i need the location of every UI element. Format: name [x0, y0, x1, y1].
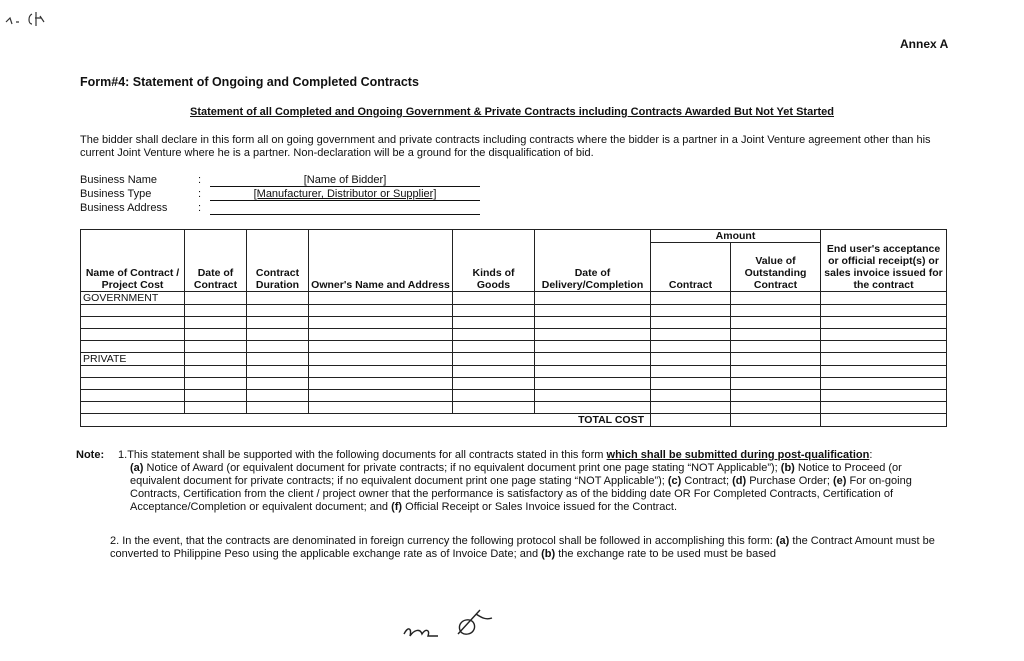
list-label: (b) [541, 548, 556, 560]
list-text: For on-going Contracts, Certification from the client / project owner that the performance is satisfactory as of the bidding date OR For Completed Contracts, Certification of Acceptance/Completion or equivalent document; and [130, 475, 912, 513]
note-text: : [869, 449, 873, 461]
business-type-field[interactable]: [Manufacturer, Distributor or Supplier] [210, 188, 480, 201]
note-item-1-list [118, 462, 950, 514]
note-text: This statement shall be supported with the following documents for all contracts stated in this form [127, 449, 607, 461]
note-emphasis: which shall be submitted during post-qualification [606, 449, 870, 461]
colon: : [198, 174, 202, 186]
list-text: the Contract Amount must be converted to Philippine Peso using the applicable exchange rate as of Invoice Date; and [110, 535, 935, 560]
list-text: Purchase Order; [746, 475, 833, 487]
handwritten-signature [400, 600, 520, 650]
contracts-table [80, 229, 947, 427]
col-header-amount: Amount [651, 230, 821, 243]
intro-paragraph: The bidder shall declare in this form all on going government and private contracts including contracts where the bidder is a partner in a Joint Venture agreement other than his current Joint Venture where he is a partner. Non-declaration will be a ground for the disqualification of bid. [80, 134, 931, 159]
col-header-delivery: Date of Delivery/Completion [535, 230, 651, 292]
col-header-outstanding: Value of Outstanding Contract [731, 243, 821, 292]
note-item-1 [118, 449, 950, 514]
business-info [80, 174, 480, 216]
list-label: (b) [780, 462, 795, 474]
section-private: PRIVATE [81, 353, 185, 366]
table-row-government [81, 292, 947, 305]
list-text: the exchange rate to be used must be based [555, 548, 776, 560]
header-row [81, 230, 947, 243]
col-header-owner: Owner's Name and Address [309, 230, 453, 292]
table-row[interactable] [81, 378, 947, 390]
note-number: 2. [110, 535, 120, 547]
section-government: GOVERNMENT [81, 292, 185, 305]
colon: : [198, 202, 202, 214]
col-header-name: Name of Contract / Project Cost [81, 230, 185, 292]
form-title: Form#4: Statement of Ongoing and Completed Contracts [80, 75, 419, 89]
col-header-duration: Contract Duration [247, 230, 309, 292]
business-name-field[interactable]: [Name of Bidder] [210, 174, 480, 187]
list-text: Notice of Award (or equivalent document for private contracts; if no equivalent document print one page stating “NOT Applicable”); [143, 462, 781, 474]
note-label: Note: [76, 449, 105, 461]
note-text: In the event, that the contracts are denominated in foreign currency the following protocol shall be followed in accomplishing this form: [119, 535, 776, 547]
table-row[interactable] [81, 317, 947, 329]
table-row[interactable] [81, 366, 947, 378]
col-header-contract: Contract [651, 243, 731, 292]
business-address-field[interactable] [210, 202, 480, 215]
table-row[interactable] [81, 329, 947, 341]
business-address-row [80, 202, 480, 216]
note-number: 1. [118, 449, 128, 461]
col-header-enduser: End user's acceptance or official receipt(s) or sales invoice issued for the contract [821, 230, 947, 292]
table-row[interactable] [81, 341, 947, 353]
list-label: (a) [775, 535, 790, 547]
handwritten-mark [2, 8, 72, 30]
business-name-row [80, 174, 480, 188]
table-row[interactable] [81, 402, 947, 414]
business-type-row [80, 188, 480, 202]
col-header-kinds: Kinds of Goods [453, 230, 535, 292]
total-cost-label: TOTAL COST [81, 414, 651, 427]
business-type-label: Business Type [80, 188, 152, 200]
table-row-private [81, 353, 947, 366]
colon: : [198, 188, 202, 200]
note-item-2 [110, 535, 950, 561]
table-row[interactable] [81, 305, 947, 317]
statement-title: Statement of all Completed and Ongoing Government & Private Contracts including Contracts Awarded But Not Yet Started [190, 106, 834, 118]
table-row[interactable] [81, 390, 947, 402]
list-label: (f) [391, 501, 403, 513]
business-address-label: Business Address [80, 202, 168, 214]
list-label: (d) [732, 475, 747, 487]
list-text: Notice to Proceed (or equivalent document for private contracts; if no equivalent document print one page stating “NOT Applicable”); [130, 462, 902, 487]
list-label: (c) [667, 475, 682, 487]
annex-label: Annex A [900, 37, 949, 51]
list-text: Official Receipt or Sales Invoice issued for the Contract. [402, 501, 678, 513]
total-row [81, 414, 947, 427]
business-name-label: Business Name [80, 174, 158, 186]
list-label: (e) [832, 475, 847, 487]
list-label: (a) [130, 462, 144, 474]
col-header-date-contract: Date of Contract [185, 230, 247, 292]
list-text: Contract; [681, 475, 733, 487]
